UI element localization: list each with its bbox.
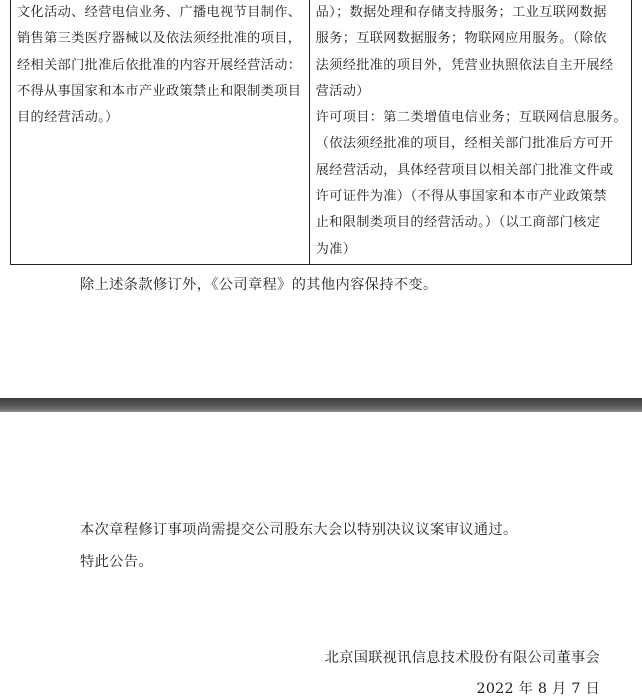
table-line: （依法须经批准的项目，经相关部门批准后方可开 [315, 136, 614, 152]
table-line: 目的经营活动。） [17, 110, 119, 126]
table-line: 不得从事国家和本市产业政策禁止和限制类项目 [17, 83, 302, 99]
table-line: 为准） [315, 241, 357, 257]
table-line: 经相关部门批准后依批准的内容开展经营活动： [17, 57, 302, 73]
amendment-table [10, 0, 632, 265]
table-line: 营活动） [315, 83, 370, 99]
revised-text-cell [310, 0, 631, 264]
table-line: 展经营活动，具体经营项目以相关部门批准文件或 [315, 162, 614, 178]
page-break-divider [0, 398, 642, 412]
table-line: 许可证件为准）（不得从事国家和本市产业政策禁 [315, 189, 607, 205]
table-line: 销售第三类医疗器械以及依法须经批准的项目， [17, 31, 302, 47]
original-text-cell [11, 0, 310, 264]
table-line: 品）；数据处理和存储支持服务；工业互联网数据 [315, 5, 607, 20]
table-line: 许可项目：第二类增值电信业务；互联网信息服务。 [315, 110, 627, 126]
paragraph-keep-unchanged: 除上述条款修订外，《公司章程》的其他内容保持不变。 [80, 277, 438, 293]
table-line: 止和限制类项目的经营活动。）（以工商部门核定 [315, 215, 601, 231]
paragraph-notice: 特此公告。 [80, 554, 153, 570]
signature-date: 2022 年 8 月 7 日 [476, 681, 600, 697]
table-line: 文化活动、经营电信业务、广播电视节目制作、 [17, 5, 302, 20]
paragraph-submission: 本次章程修订事项尚需提交公司股东大会以特别决议议案审议通过。 [80, 522, 518, 538]
table-line: 法须经批准的项目外，凭营业执照依法自主开展经 [315, 57, 614, 73]
signature-board: 北京国联视讯信息技术股份有限公司董事会 [324, 650, 600, 666]
table-line: 服务；互联网数据服务；物联网应用服务。（除依 [315, 31, 607, 47]
